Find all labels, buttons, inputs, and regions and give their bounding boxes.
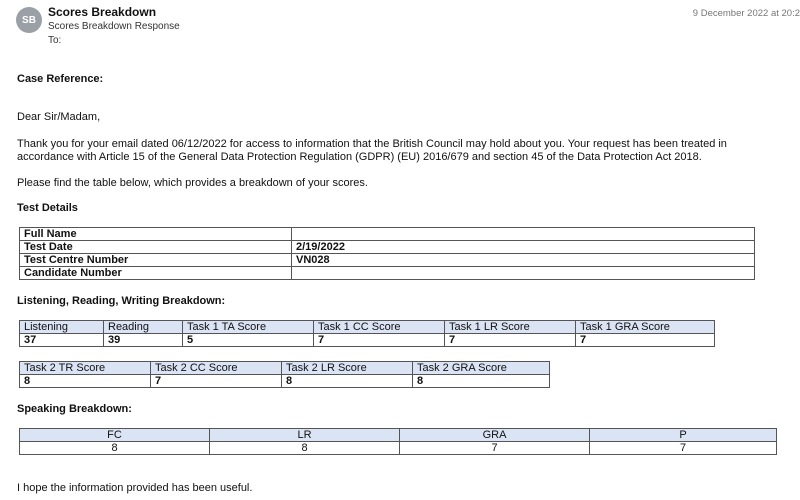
score-cell: 8: [20, 375, 151, 388]
column-header: FC: [20, 429, 210, 442]
case-reference: Case Reference:: [17, 73, 104, 85]
score-cell: 7: [314, 334, 445, 347]
table-row: [20, 228, 755, 241]
table-row: [20, 241, 755, 254]
score-cell: 8: [210, 442, 400, 455]
recipient-label: To:: [48, 35, 62, 46]
table-row: [20, 267, 755, 280]
task2-scores-table: [19, 361, 550, 388]
score-cell: 8: [282, 375, 413, 388]
table-row: [20, 442, 777, 455]
column-header: Reading: [104, 321, 183, 334]
table-row: [20, 334, 715, 347]
column-header: Task 1 GRA Score: [576, 321, 715, 334]
score-cell: 8: [413, 375, 550, 388]
column-header: GRA: [400, 429, 590, 442]
column-header: Task 2 CC Score: [151, 362, 282, 375]
email-header: [0, 0, 800, 52]
score-cell: 5: [183, 334, 314, 347]
test-details-heading: Test Details: [17, 202, 78, 214]
detail-value: [292, 228, 755, 241]
detail-value: [292, 267, 755, 280]
score-cell: 39: [104, 334, 183, 347]
greeting: Dear Sir/Madam,: [17, 111, 101, 123]
detail-label: Test Date: [20, 241, 292, 254]
column-header: Task 2 LR Score: [282, 362, 413, 375]
closing-line: I hope the information provided has been useful.: [17, 482, 253, 494]
table-row: [20, 375, 550, 388]
score-cell: 7: [400, 442, 590, 455]
column-header: Task 1 TA Score: [183, 321, 314, 334]
lrw-scores-table: [19, 320, 715, 347]
detail-value: VN028: [292, 254, 755, 267]
column-header: LR: [210, 429, 400, 442]
column-header: Task 2 GRA Score: [413, 362, 550, 375]
speaking-scores-table: [19, 428, 777, 455]
score-cell: 37: [20, 334, 104, 347]
score-cell: 7: [151, 375, 282, 388]
email-date: 9 December 2022 at 20:2: [692, 8, 800, 19]
column-header: Task 1 LR Score: [445, 321, 576, 334]
test-details-table: [19, 227, 755, 280]
table-intro-paragraph: Please find the table below, which provides a breakdown of your scores.: [17, 177, 368, 189]
detail-value: 2/19/2022: [292, 241, 755, 254]
score-cell: 8: [20, 442, 210, 455]
sender-name[interactable]: Scores Breakdown: [48, 5, 157, 19]
intro-paragraph-line-1: Thank you for your email dated 06/12/2022 for access to information that the British Council may hold about you. Your request has been treated in: [17, 138, 727, 150]
column-header: Listening: [20, 321, 104, 334]
column-header: Task 2 TR Score: [20, 362, 151, 375]
table-row: [20, 362, 550, 375]
speaking-heading: Speaking Breakdown:: [17, 403, 132, 415]
column-header: Task 1 CC Score: [314, 321, 445, 334]
score-cell: 7: [576, 334, 715, 347]
detail-label: Candidate Number: [20, 267, 292, 280]
column-header: P: [590, 429, 777, 442]
detail-label: Test Centre Number: [20, 254, 292, 267]
lrw-heading: Listening, Reading, Writing Breakdown:: [17, 295, 226, 307]
email-subject: Scores Breakdown Response: [48, 21, 180, 32]
table-row: [20, 429, 777, 442]
score-cell: 7: [590, 442, 777, 455]
table-row: [20, 254, 755, 267]
intro-paragraph-line-2: accordance with Article 15 of the General Data Protection Regulation (GDPR) (EU) 2016/679 and section 45 of the Data Protection Act 2018.: [17, 151, 702, 163]
sender-avatar[interactable]: SB: [16, 7, 42, 33]
detail-label: Full Name: [20, 228, 292, 241]
score-cell: 7: [445, 334, 576, 347]
table-row: [20, 321, 715, 334]
